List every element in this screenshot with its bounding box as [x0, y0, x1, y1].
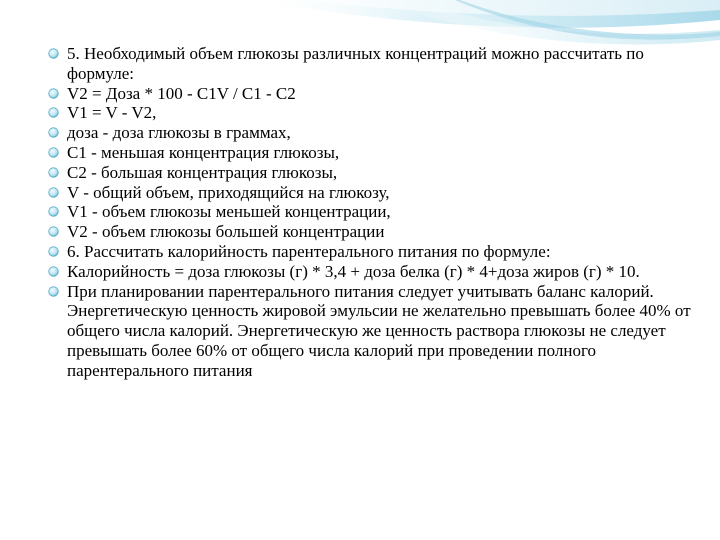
- circle-bullet-icon: [48, 226, 59, 237]
- list-item-text: При планировании парентерального питания следует учитывать баланс калорий. Энергетическую ценность жировой эмульсии не желательно превышать более 40% от общего числа калорий. Энергетическую же ценность раствора глюкозы не следует превышать более 60% от общего числа калорий при проведении полного парентерального питания: [67, 281, 691, 380]
- circle-bullet-icon: [48, 88, 59, 99]
- circle-bullet-icon: [48, 286, 59, 297]
- list-item: [48, 84, 698, 104]
- circle-bullet-icon: [48, 187, 59, 198]
- list-item-text: V - общий объем, приходящийся на глюкозу,: [67, 182, 390, 202]
- list-item: [48, 123, 698, 143]
- list-item-text: V1 = V - V2,: [67, 103, 157, 123]
- circle-bullet-icon: [48, 127, 59, 138]
- circle-bullet-icon: [48, 107, 59, 118]
- list-item-text: 5. Необходимый объем глюкозы различных концентраций можно рассчитать по формуле:: [67, 44, 644, 83]
- list-item: [48, 143, 698, 163]
- list-item-text: Калорийность = доза глюкозы (г) * 3,4 + доза белка (г) * 4+доза жиров (г) * 10.: [67, 261, 640, 281]
- list-item: [48, 163, 698, 183]
- list-item: [48, 282, 698, 381]
- circle-bullet-icon: [48, 266, 59, 277]
- circle-bullet-icon: [48, 246, 59, 257]
- list-item: [48, 103, 698, 123]
- list-item: [48, 183, 698, 203]
- circle-bullet-icon: [48, 48, 59, 59]
- list-item-text: 6. Рассчитать калорийность парентерального питания по формуле:: [67, 241, 551, 261]
- list-item-text: V1 - объем глюкозы меньшей концентрации,: [67, 202, 391, 222]
- list-item: [48, 202, 698, 222]
- list-item: [48, 44, 698, 84]
- list-item-text: V2 - объем глюкозы большей концентрации: [67, 222, 385, 242]
- bullet-list: [48, 44, 698, 381]
- list-item: [48, 222, 698, 242]
- circle-bullet-icon: [48, 147, 59, 158]
- list-item-text: C2 - большая концентрация глюкозы,: [67, 162, 338, 182]
- circle-bullet-icon: [48, 206, 59, 217]
- circle-bullet-icon: [48, 167, 59, 178]
- list-item: [48, 242, 698, 262]
- list-item: [48, 262, 698, 282]
- list-item-text: C1 - меньшая концентрация глюкозы,: [67, 142, 340, 162]
- list-item-text: доза - доза глюкозы в граммах,: [67, 123, 291, 143]
- list-item-text: V2 = Доза * 100 - C1V / C1 - C2: [67, 83, 296, 103]
